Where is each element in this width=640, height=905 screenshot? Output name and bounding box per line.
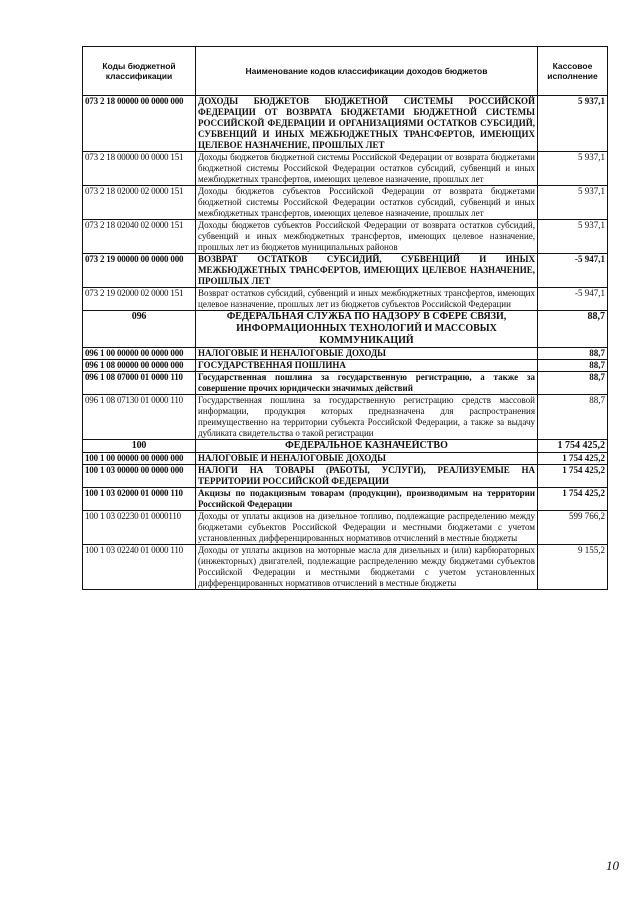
row-code: 073 2 18 02000 02 0000 151 <box>83 186 196 220</box>
row-amount: 88,7 <box>538 372 608 395</box>
table-row <box>83 254 608 288</box>
table-row <box>83 395 608 440</box>
row-name: Доходы бюджетов бюджетной системы Российской Федерации от возврата бюджетами бюджетной системы Российской Федерации остатков субсидий, субвенций и иных межбюджетных трансфертов, имеющих целевое назначение, прошлых лет <box>196 152 538 186</box>
row-name: Доходы бюджетов субъектов Российской Федерации от возврата бюджетами бюджетной системы Российской Федерации остатков субсидий, субвенций и иных межбюджетных трансфертов, имеющих целевое назначение, прошлых лет <box>196 186 538 220</box>
row-code: 073 2 19 00000 00 0000 000 <box>83 254 196 288</box>
row-code: 073 2 19 02000 02 0000 151 <box>83 288 196 311</box>
page-number: 10 <box>606 858 619 873</box>
row-name: НАЛОГОВЫЕ И НЕНАЛОГОВЫЕ ДОХОДЫ <box>196 348 538 360</box>
row-code: 073 2 18 02040 02 0000 151 <box>83 220 196 254</box>
row-code: 096 1 08 00000 00 0000 000 <box>83 360 196 372</box>
row-name: НАЛОГИ НА ТОВАРЫ (РАБОТЫ, УСЛУГИ), РЕАЛИЗУЕМЫЕ НА ТЕРРИТОРИИ РОССИЙСКОЙ ФЕДЕРАЦИИ <box>196 465 538 488</box>
row-amount: 88,7 <box>538 395 608 440</box>
row-amount: -5 947,1 <box>538 254 608 288</box>
row-amount: 88,7 <box>538 311 608 348</box>
table-row <box>83 348 608 360</box>
row-name: Доходы от уплаты акцизов на дизельное топливо, подлежащие распределению между бюджетами субъектов Российской Федерации и местными бюджетами с учетом установленных дифференцированных нормативов отчислений в местные бюджеты <box>196 511 538 545</box>
row-amount: 5 937,1 <box>538 186 608 220</box>
table-row <box>83 186 608 220</box>
table-row <box>83 220 608 254</box>
row-name: ДОХОДЫ БЮДЖЕТОВ БЮДЖЕТНОЙ СИСТЕМЫ РОССИЙСКОЙ ФЕДЕРАЦИИ ОТ ВОЗВРАТА БЮДЖЕТАМИ БЮДЖЕТНОЙ СИСТЕМЫ РОССИЙСКОЙ ФЕДЕРАЦИИ И ОРГАНИЗАЦИЯМИ ОСТАТКОВ СУБСИДИЙ, СУБВЕНЦИЙ И ИНЫХ МЕЖБЮДЖЕТНЫХ ТРАНСФЕРТОВ, ИМЕЮЩИХ ЦЕЛЕВОЕ НАЗНАЧЕНИЕ, ПРОШЛЫХ ЛЕТ <box>196 96 538 152</box>
row-code: 096 <box>83 311 196 348</box>
row-amount: 88,7 <box>538 348 608 360</box>
header-amount: Кассовое исполнение <box>538 47 608 96</box>
table-row <box>83 152 608 186</box>
row-code: 100 1 03 02230 01 0000110 <box>83 511 196 545</box>
row-code: 100 <box>83 440 196 453</box>
table-row <box>83 96 608 152</box>
row-name: НАЛОГОВЫЕ И НЕНАЛОГОВЫЕ ДОХОДЫ <box>196 453 538 465</box>
row-name: Государственная пошлина за государственную регистрацию, а также за совершение прочих юридически значимых действий <box>196 372 538 395</box>
row-amount: 1 754 425,2 <box>538 440 608 453</box>
row-name: ФЕДЕРАЛЬНАЯ СЛУЖБА ПО НАДЗОРУ В СФЕРЕ СВЯЗИ, ИНФОРМАЦИОННЫХ ТЕХНОЛОГИЙ И МАССОВЫХ КОММУНИКАЦИЙ <box>196 311 538 348</box>
row-code: 073 2 18 00000 00 0000 151 <box>83 152 196 186</box>
row-code: 096 1 08 07130 01 0000 110 <box>83 395 196 440</box>
table-header-row <box>83 47 608 96</box>
table-row <box>83 545 608 590</box>
row-name: ФЕДЕРАЛЬНОЕ КАЗНАЧЕЙСТВО <box>196 440 538 453</box>
table-row <box>83 488 608 511</box>
row-name: ВОЗВРАТ ОСТАТКОВ СУБСИДИЙ, СУБВЕНЦИЙ И ИНЫХ МЕЖБЮДЖЕТНЫХ ТРАНСФЕРТОВ, ИМЕЮЩИХ ЦЕЛЕВОЕ НАЗНАЧЕНИЕ, ПРОШЛЫХ ЛЕТ <box>196 254 538 288</box>
row-code: 100 1 03 02000 01 0000 110 <box>83 488 196 511</box>
table-row <box>83 465 608 488</box>
row-name: Акцизы по подакцизным товарам (продукции), производимым на территории Российской Федерации <box>196 488 538 511</box>
row-amount: 5 937,1 <box>538 152 608 186</box>
org-row <box>83 440 608 453</box>
row-amount: 1 754 425,2 <box>538 465 608 488</box>
table-row <box>83 511 608 545</box>
table-row <box>83 360 608 372</box>
row-amount: 5 937,1 <box>538 220 608 254</box>
row-amount: 1 754 425,2 <box>538 453 608 465</box>
row-name: Возврат остатков субсидий, субвенций и иных межбюджетных трансфертов, имеющих целевое назначение, прошлых лет из бюджетов субъектов Российской Федерации <box>196 288 538 311</box>
row-amount: 88,7 <box>538 360 608 372</box>
row-code: 096 1 00 00000 00 0000 000 <box>83 348 196 360</box>
row-code: 100 1 00 00000 00 0000 000 <box>83 453 196 465</box>
row-amount: 599 766,2 <box>538 511 608 545</box>
row-amount: 5 937,1 <box>538 96 608 152</box>
row-code: 100 1 03 00000 00 0000 000 <box>83 465 196 488</box>
header-name: Наименование кодов классификации доходов бюджетов <box>196 47 538 96</box>
row-code: 100 1 03 02240 01 0000 110 <box>83 545 196 590</box>
header-code: Коды бюджетной классификации <box>83 47 196 96</box>
table-row <box>83 453 608 465</box>
row-amount: 1 754 425,2 <box>538 488 608 511</box>
org-row <box>83 311 608 348</box>
row-name: Доходы бюджетов субъектов Российской Федерации от возврата остатков субсидий, субвенций и иных межбюджетных трансфертов, имеющих целевое назначение, прошлых лет из бюджетов муниципальных районов <box>196 220 538 254</box>
row-name: ГОСУДАРСТВЕННАЯ ПОШЛИНА <box>196 360 538 372</box>
row-name: Доходы от уплаты акцизов на моторные масла для дизельных и (или) карбюраторных (инжекторных) двигателей, подлежащие распределению между бюджетами субъектов Российской Федерации и местными бюджетами с учетом установленных дифференцированных нормативов отчислений в местные бюджеты <box>196 545 538 590</box>
table-row <box>83 372 608 395</box>
row-amount: -5 947,1 <box>538 288 608 311</box>
revenue-table <box>82 46 608 590</box>
row-code: 073 2 18 00000 00 0000 000 <box>83 96 196 152</box>
table-row <box>83 288 608 311</box>
row-amount: 9 155,2 <box>538 545 608 590</box>
row-code: 096 1 08 07000 01 0000 110 <box>83 372 196 395</box>
row-name: Государственная пошлина за государственную регистрацию средств массовой информации, продукция которых предназначена для распространения преимущественно на территории субъекта Российской Федерации, а также за выдачу дубликата свидетельства о такой регистрации <box>196 395 538 440</box>
